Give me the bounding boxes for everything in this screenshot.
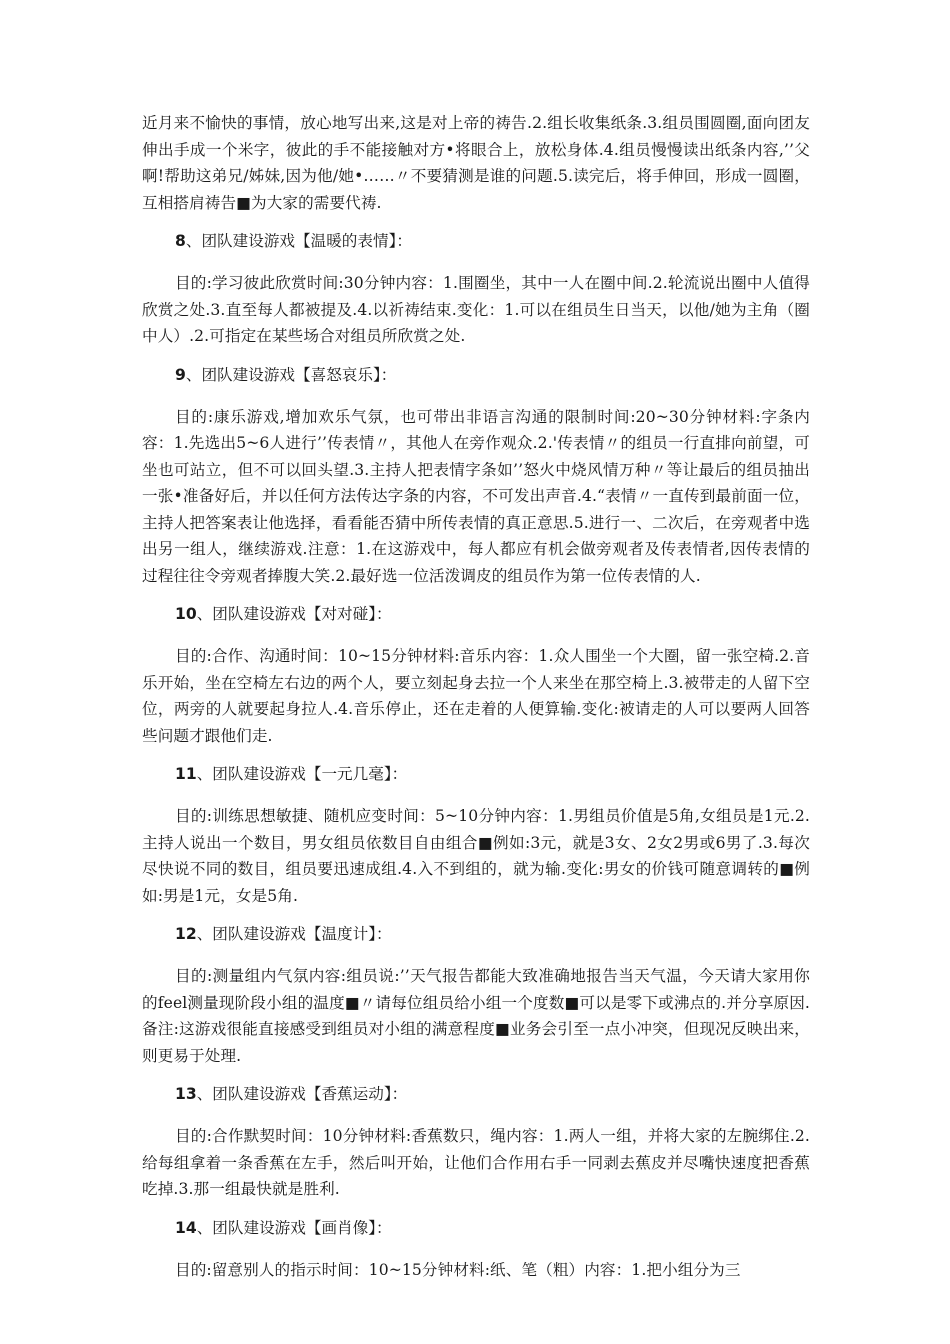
section-number: 13 [175,1085,197,1103]
section-title: 、团队建设游戏【喜怒哀乐】： [185,365,397,384]
section-number: 11 [175,765,197,783]
section-number: 8 [175,232,186,250]
section-heading-8 [142,228,810,254]
section-title: 、团队建设游戏【香蕉运动】： [196,1085,408,1103]
section-title: 、团队建设游戏【画肖像】： [196,1218,392,1237]
section-title: 、团队建设游戏【温度计】： [196,925,392,943]
section-body-14: 目的:留意别人的指示时间：10~15分钟材料:纸、笔（粗）内容：1.把小组分为三 [175,1260,741,1279]
section-number: 10 [175,605,197,623]
section-heading-13 [142,1081,810,1107]
section-number: 14 [175,1218,197,1237]
section-title: 、团队建设游戏【对对碰】： [196,605,392,623]
section-body-13: 目的:合作默契时间：10分钟材料:香蕉数只，绳内容：1.两人一组，并将大家的左腕绑住.2.给每组拿着一条香蕉在左手，然后叫开始，让他们合作用右手一同剥去蕉皮并尽嘴快速度把香蕉吃掉.3.那一组最快就是胜利. [142,1127,810,1198]
section-heading-9 [142,362,810,388]
section-heading-10 [142,601,810,627]
section-body-11: 目的:训练思想敏捷、随机应变时间：5~10分钟内容：1.男组员价值是5角,女组员是1元.2.主持人说出一个数目，男女组员依数目自由组合■例如:3元，就是3女、2女2男或6男了.3.每次尽快说不同的数目，组员要迅速成组.4.入不到组的，就为输.变化:男女的价钱可随意调转的■例如:男是1元，女是5角. [142,807,810,905]
section-heading-12 [142,921,810,947]
section-heading-11 [142,761,810,787]
section-heading-14 [142,1215,810,1241]
section-body-8: 目的:学习彼此欣赏时间:30分钟内容：1.围圈坐，其中一人在圈中间.2.轮流说出圈中人值得欣赏之处.3.直至每人都被提及.4.以祈祷结束.变化：1.可以在组员生日当天，以他/她为主角（圈中人）.2.可指定在某些场合对组员所欣赏之处. [142,274,810,345]
section-body-10: 目的:合作、沟通时间：10~15分钟材料:音乐内容：1.众人围坐一个大圈，留一张空椅.2.音乐开始，坐在空椅左右边的两个人，要立刻起身去拉一个人来坐在那空椅上.3.被带走的人留下空位，两旁的人就要起身拉人.4.音乐停止，还在走着的人便算输.变化:被请走的人可以要两人回答些问题才跟他们走. [142,647,810,745]
section-number: 12 [175,925,197,943]
section-number: 9 [175,365,186,384]
section-title: 、团队建设游戏【一元几毫】： [196,765,408,783]
section-title: 、团队建设游戏【温暖的表情】： [185,232,412,250]
section-body-9: 目的:康乐游戏,增加欢乐气氛，也可带出非语言沟通的限制时间:20~30分钟材料:字条内容：1.先选出5~6人进行’’传表情〃，其他人在旁作观众.2.'传表情〃的组员一行直排向前望，可坐也可站立，但不可以回头望.3.主持人把表情字条如’’怒火中烧风情万种〃等让最后的组员抽出一张•准备好后，并以任何方法传达字条的内容，不可发出声音.4.“表情〃一直传到最前面一位，主持人把答案表让他选择，看看能否猜中所传表情的真正意思.5.进行一、二次后，在旁观者中选出另一组人，继续游戏.注意：1.在这游戏中，每人都应有机会做旁观者及传表情者,因传表情的过程往往令旁观者捧腹大笑.2.最好选一位活泼调皮的组员作为第一位传表情的人. [142,407,810,585]
intro-paragraph: 近月来不愉快的事情，放心地写出来,这是对上帝的祷告.2.组长收集纸条.3.组员围圆圈,面向团友伸出手成一个米字，彼此的手不能接触对方•将眼合上，放松身体.4.组员慢慢读出纸条内容,’’父啊!帮助这弟兄/姊妹,因为他/她•……〃不要猜测是谁的问题.5.读完后，将手伸回，形成一圆圈，互相搭肩祷告■为大家的需要代祷. [142,114,810,212]
section-body-12: 目的:测量组内气氛内容:组员说:’’天气报告都能大致准确地报告当天气温，今天请大家用你的feel测量现阶段小组的温度■〃请每位组员给小组一个度数■可以是零下或沸点的.并分享原因.备注:这游戏很能直接感受到组员对小组的满意程度■业务会引至一点小冲突，但现况反映出来，则更易于处理. [142,967,810,1065]
document-page [142,110,810,1283]
